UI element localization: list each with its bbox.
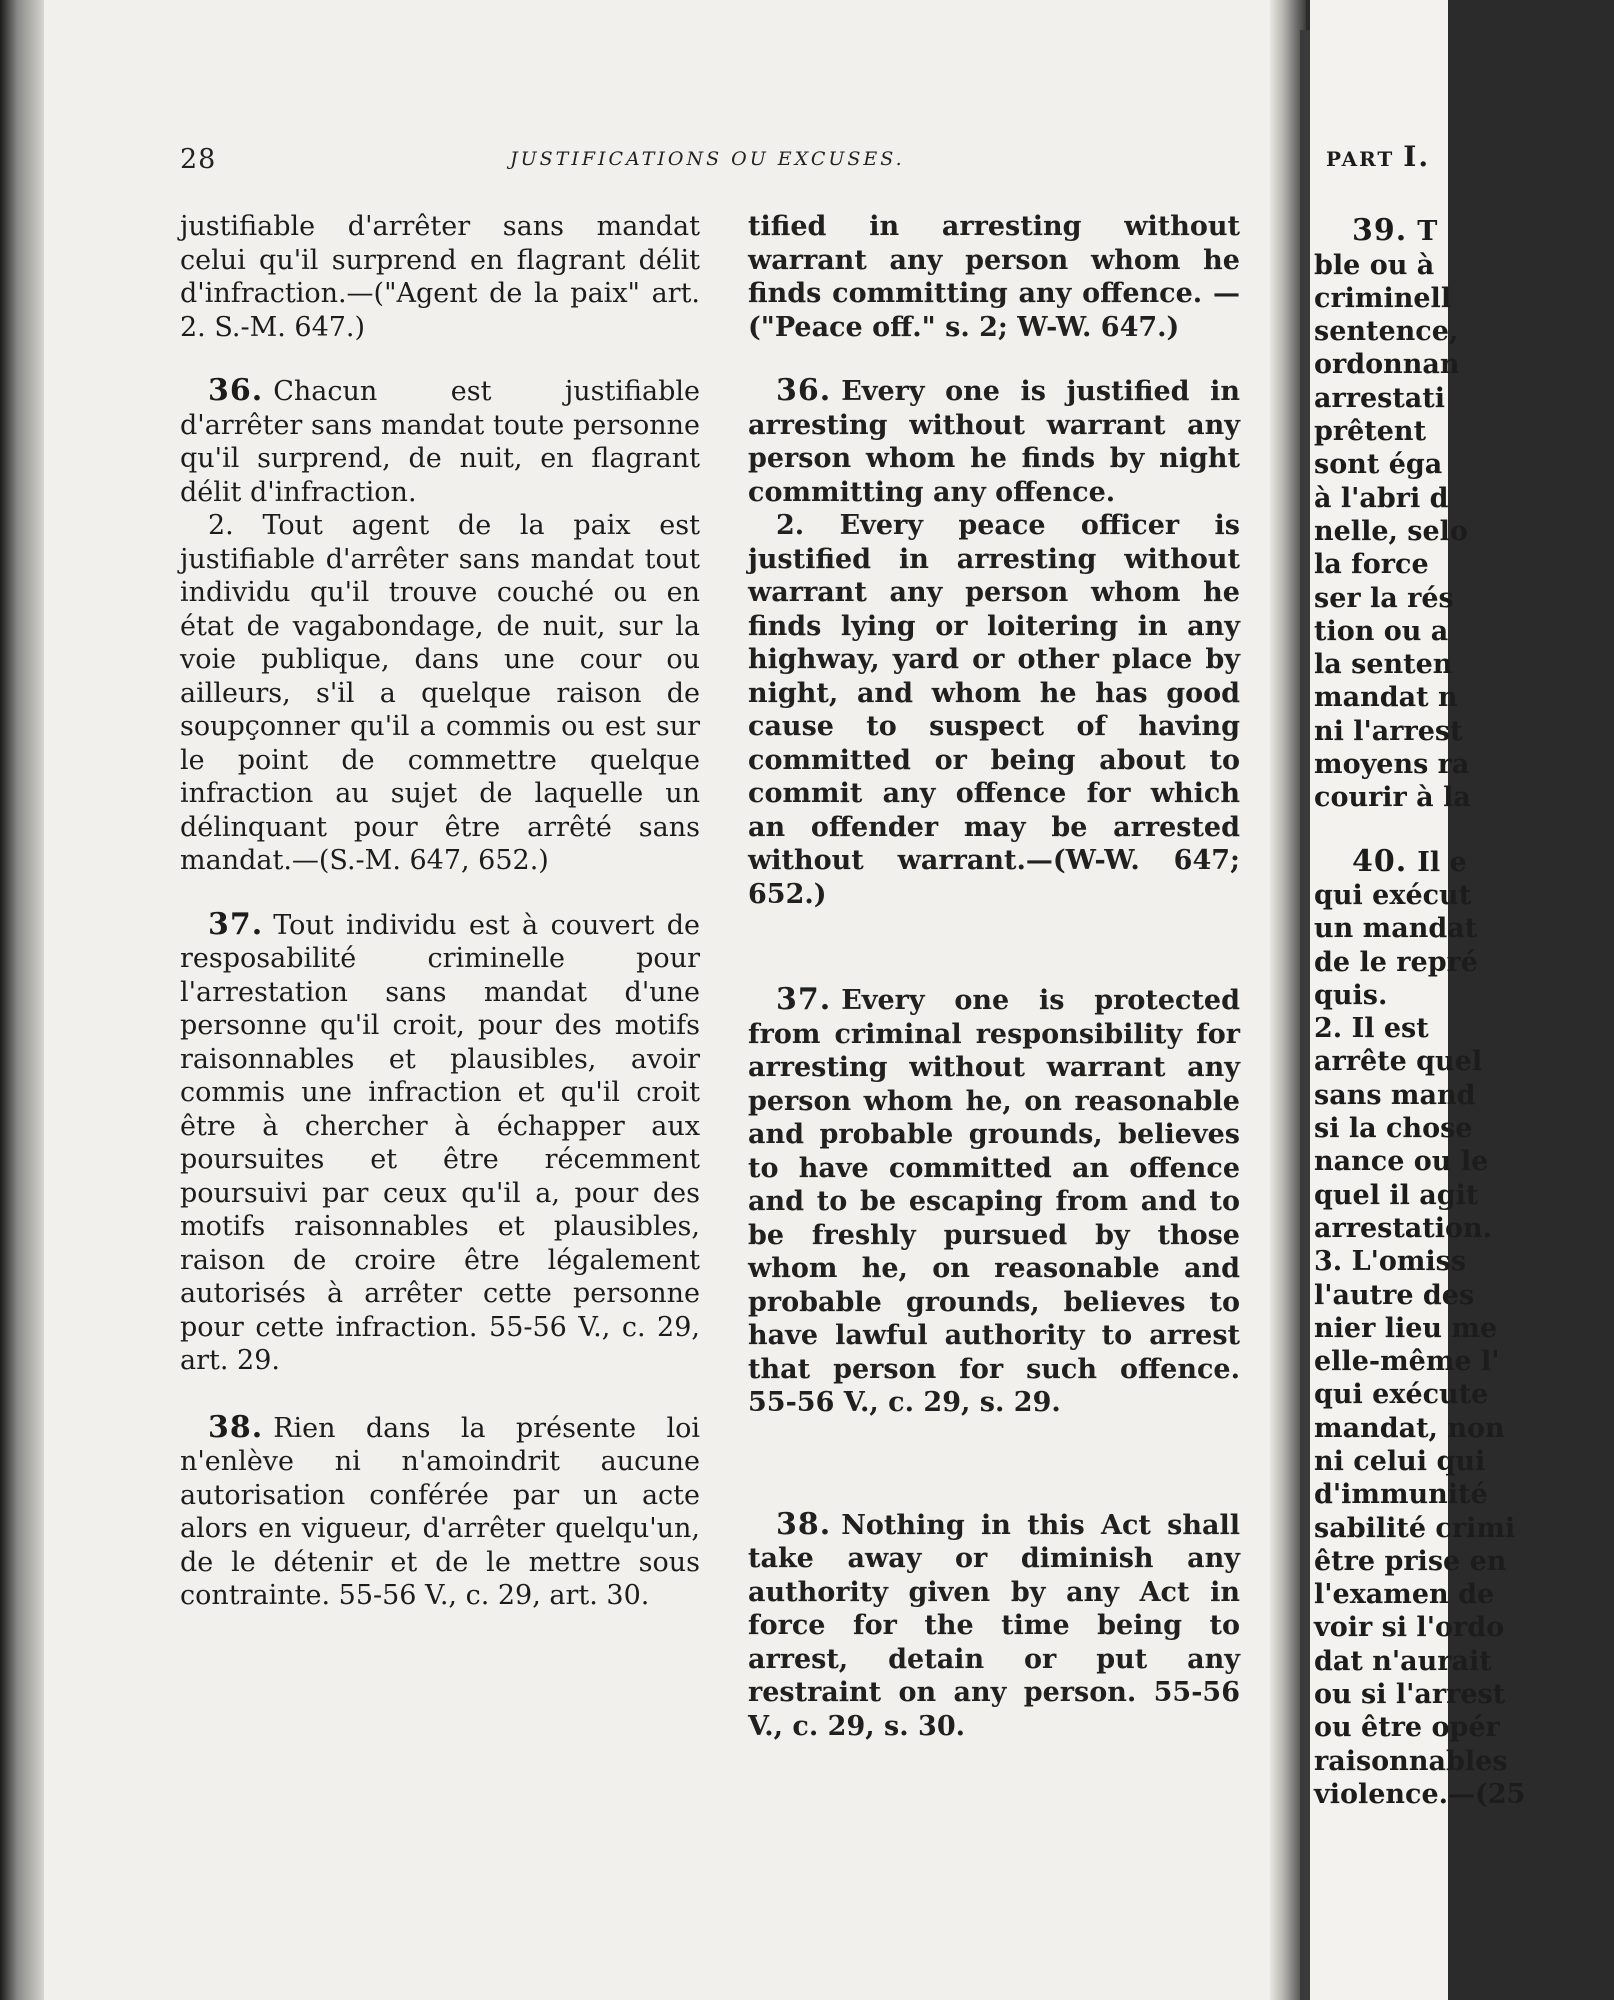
- right-section-39-line: ser la rés: [1314, 582, 1454, 614]
- right-section-39-line: prêtent: [1314, 416, 1427, 448]
- fr-section-36-text-1: Chacun est justifiable d'arrêter sans mandat toute personne qu'il surprend, de nuit, en flagrant délit d'infraction.: [180, 376, 700, 508]
- fr-section-38-paragraph: [180, 1411, 700, 1613]
- en-section-36-text-1: Every one is justified in arresting without warrant any person whom he finds by night committing any offence.: [748, 376, 1240, 508]
- en-section-37-text: Every one is protected from criminal responsibility for arresting without warrant any person whom he, on reasonable and probable grounds, believes to have committed an offence and to be escaping from and to be freshly pursued by those whom he, on reasonable and probable grounds, believes to have lawful authority to arrest that person for such offence. 55-56 V., c. 29, s. 29.: [748, 985, 1240, 1418]
- right-section-40-line: sans mand: [1314, 1079, 1476, 1111]
- fr-section-37-paragraph: [180, 908, 700, 1378]
- en-section-37-paragraph: [748, 983, 1240, 1420]
- right-section-39-line: moyens ra: [1314, 749, 1470, 781]
- en-section-38-number: 38.: [776, 1506, 832, 1542]
- en-section-38-text: Nothing in this Act shall take away or diminish any authority given by any Act in force for the time being to arrest, detain or put any restraint on any person. 55-56 V., c. 29, s. 30.: [748, 1509, 1240, 1742]
- right-section-40-line: quel il agit: [1314, 1179, 1479, 1211]
- part-label: PART: [1326, 147, 1395, 171]
- right-section-40-line: quis.: [1314, 979, 1388, 1011]
- right-section-39-line: sont éga: [1314, 449, 1443, 481]
- fr-section-37-number: 37.: [208, 906, 264, 942]
- right-section-39-line: tion ou a: [1314, 615, 1449, 647]
- right-section-40-line: qui exécute: [1314, 1379, 1489, 1411]
- right-section-39-line: ble ou à: [1314, 249, 1435, 281]
- right-section-40-line: ou être opér: [1314, 1712, 1500, 1744]
- right-section-40-line: nier lieu me: [1314, 1312, 1498, 1344]
- en-continuation-paragraph: tified in arresting without warrant any person whom he finds committing any offence. —("Peace off." s. 2; W-W. 647.): [748, 211, 1240, 343]
- running-head: JUSTIFICATIONS OU EXCUSES.: [510, 148, 905, 170]
- fr-section-36-number: 36.: [208, 373, 264, 408]
- en-section-37-number: 37.: [776, 982, 832, 1017]
- right-section-39-line: nelle, selo: [1314, 515, 1468, 547]
- right-section-40-line: de le repré: [1314, 946, 1478, 978]
- right-section-39-line: sentence,: [1314, 316, 1459, 348]
- right-section-39-number: 39.: [1352, 213, 1408, 249]
- right-section-40-line: arrête quel: [1314, 1046, 1483, 1078]
- right-section-40-line: 3. L'omiss: [1314, 1246, 1467, 1278]
- right-section-39-line: ordonnan: [1314, 349, 1460, 381]
- right-section-39-line: criminell: [1314, 282, 1452, 314]
- right-section-40-line: mandat, non: [1314, 1412, 1505, 1444]
- right-section-40-line: 2. Il est: [1314, 1013, 1429, 1045]
- right-section-40-line: dat n'aurait: [1314, 1645, 1492, 1677]
- right-section-40-line: qui exécut: [1314, 879, 1472, 911]
- right-section-40-line: un mandat: [1314, 913, 1478, 945]
- fr-section-37-text: Tout individu est à couvert de resposabilité criminelle pour l'arrestation sans mandat d'une personne qu'il croit, pour des motifs raisonnables et plausibles, avoir commis une infraction et qu'il croit être à chercher à échapper aux poursuites et être récemment poursuivi par ceux qu'il a, pour des motifs raisonnables et plausibles, raison de croire être légalement autorisés à arrêter cette personne pour cette infraction. 55-56 V., c. 29, art. 29.: [180, 909, 700, 1376]
- right-section-40-line: l'autre des: [1314, 1279, 1475, 1311]
- right-section-40-line: violence.—(25: [1314, 1778, 1526, 1810]
- right-section-40-line: si la chose: [1314, 1113, 1473, 1145]
- right-section-40-line: elle-même l': [1314, 1346, 1500, 1378]
- en-section-38-paragraph: [748, 1508, 1240, 1744]
- french-column: [180, 210, 700, 1613]
- right-section-40-line: ni celui qui: [1314, 1445, 1486, 1477]
- page-edge: [0, 0, 44, 2000]
- right-section-40-line: ou si l'arrest: [1314, 1679, 1506, 1711]
- right-section-40-line: sabilité crimi: [1314, 1512, 1516, 1544]
- part-heading: [1326, 140, 1614, 176]
- fr-section-36-paragraph-2: 2. Tout agent de la paix est justifiable d'arrêter sans mandat tout individu qu'il trouve couché ou en état de vagabondage, de nuit, sur la voie publique, dans une cour ou ailleurs, s'il a quelque raison de soupçonner qu'il a commis ou est sur le point de commettre quelque infraction au sujet de laquelle un délinquant pour être arrêté sans mandat.—(S.-M. 647, 652.): [180, 510, 700, 876]
- fr-continuation-paragraph: justifiable d'arrêter sans mandat celui qu'il surprend en flagrant délit d'infraction.—("Agent de la paix" art. 2. S.-M. 647.): [180, 211, 700, 343]
- page-header: [180, 140, 1260, 180]
- part-number: I.: [1403, 140, 1431, 173]
- right-section-40-line: raisonnables: [1314, 1745, 1508, 1777]
- right-section-39-line: arrestati: [1314, 382, 1446, 414]
- right-section-40-number: 40.: [1352, 843, 1408, 879]
- en-section-36-paragraph-1: [748, 374, 1240, 509]
- right-section-39-line: à l'abri d: [1314, 482, 1449, 514]
- en-section-36-number: 36.: [776, 373, 832, 408]
- right-section-39-line: 39. T: [1352, 213, 1438, 249]
- right-section-40-line: 40. Il e: [1352, 843, 1467, 879]
- fr-section-38-text: Rien dans la présente loi n'enlève ni n'amoindrit aucune autorisation conférée par un acte alors en vigueur, d'arrêter quelqu'un, de le détenir et de le mettre sous contrainte. 55-56 V., c. 29, art. 30.: [180, 1412, 700, 1611]
- right-section-39-line: ni l'arrest: [1314, 715, 1463, 747]
- right-section-39-line: mandat n: [1314, 682, 1458, 714]
- right-page: [1310, 0, 1526, 2000]
- right-section-40: [1314, 845, 1614, 1812]
- fr-section-36-paragraph-1: [180, 374, 700, 509]
- right-section-40-line: arrestation.: [1314, 1212, 1493, 1244]
- right-section-40-line: l'examen de: [1314, 1579, 1495, 1611]
- right-section-40-line: être prise en: [1314, 1545, 1507, 1577]
- english-column: [748, 210, 1240, 1743]
- right-section-39-line: courir à la: [1314, 782, 1471, 814]
- right-section-40-line: nance ou le: [1314, 1146, 1489, 1178]
- right-section-39: [1314, 214, 1614, 814]
- en-section-36-paragraph-2: 2. Every peace officer is justified in arresting without warrant any person whom he finds lying or loitering in any highway, yard or other place by night, and whom he has good cause to suspect of having committed or being about to commit any offence for which an offender may be arrested without warrant.—(W-W. 647; 652.): [748, 510, 1240, 910]
- right-section-39-line: la senten: [1314, 649, 1453, 681]
- right-section-40-line: voir si l'ordo: [1314, 1612, 1505, 1644]
- fr-section-38-number: 38.: [208, 1409, 264, 1445]
- right-section-39-line: la force: [1314, 549, 1429, 581]
- right-page-column: [1314, 140, 1614, 1811]
- page-number: 28: [180, 144, 217, 175]
- right-section-40-line: d'immunité: [1314, 1479, 1488, 1511]
